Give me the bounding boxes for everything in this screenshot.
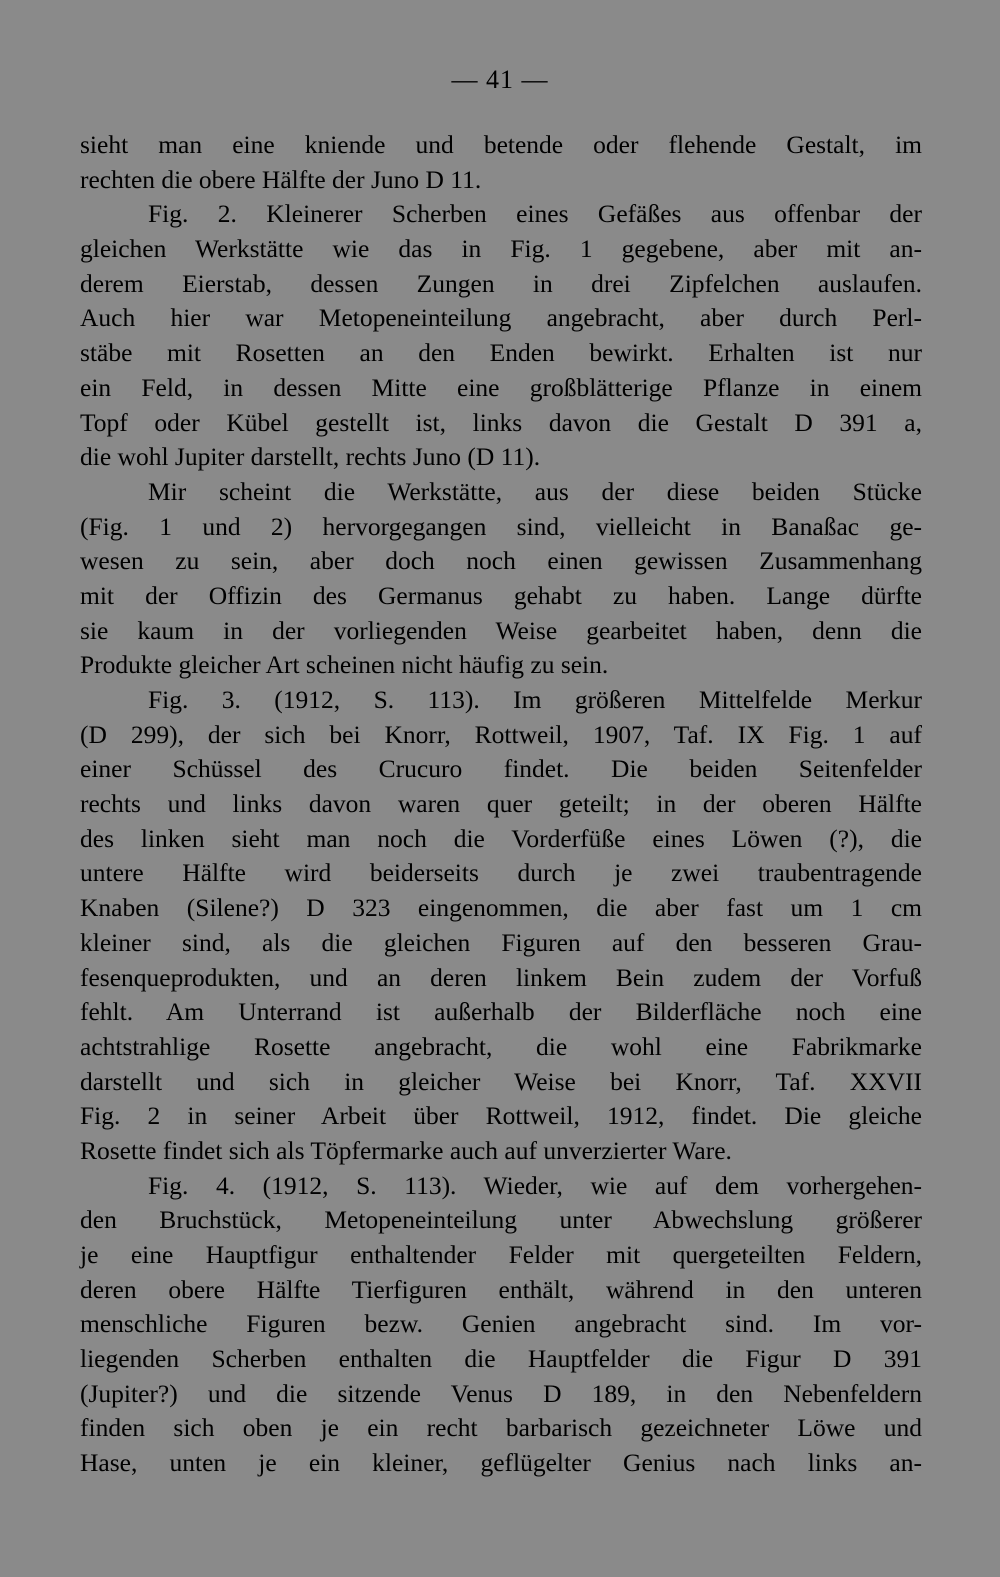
text-line: (Jupiter?) und die sitzende Venus D 189, in den Nebenfeldern — [80, 1378, 922, 1408]
text-line: einer Schüssel des Crucuro findet. Die beiden Seitenfelder — [80, 754, 922, 784]
text-line: rechts und links davon waren quer geteilt; in der oberen Hälfte — [80, 789, 922, 819]
text-line: fesenqueprodukten, und an deren linkem Bein zudem der Vorfuß — [80, 962, 922, 992]
text-line: Mir scheint die Werkstätte, aus der diese beiden Stücke — [148, 476, 922, 506]
text-line: deren obere Hälfte Tierfiguren enthält, während in den unteren — [80, 1274, 922, 1304]
page-number: — 41 — — [451, 65, 549, 94]
text-line: fehlt. Am Unterrand ist außerhalb der Bilderfläche noch eine — [80, 997, 922, 1027]
text-line: (Fig. 1 und 2) hervorgegangen sind, vielleicht in Banaßac ge- — [80, 511, 922, 541]
text-line: liegenden Scherben enthalten die Hauptfelder die Figur D 391 — [80, 1344, 922, 1374]
text-line: stäbe mit Rosetten an den Enden bewirkt. Erhalten ist nur — [80, 338, 922, 368]
text-line: ein Feld, in dessen Mitte eine großblätterige Pflanze in einem — [80, 372, 922, 402]
text-line: Knaben (Silene?) D 323 eingenommen, die aber fast um 1 cm — [80, 893, 922, 923]
text-line: achtstrahlige Rosette angebracht, die wohl eine Fabrikmarke — [80, 1031, 922, 1061]
text-line: sie kaum in der vorliegenden Weise gearbeitet haben, denn die — [80, 615, 922, 645]
text-line: Auch hier war Metopeneinteilung angebracht, aber durch Perl- — [80, 303, 922, 333]
text-line: mit der Offizin des Germanus gehabt zu haben. Lange dürfte — [80, 580, 922, 610]
text-line: menschliche Figuren bezw. Genien angebracht sind. Im vor- — [80, 1309, 922, 1339]
text-line: je eine Hauptfigur enthaltender Felder mit quergeteilten Feldern, — [80, 1240, 922, 1269]
text-line: derem Eierstab, dessen Zungen in drei Zipfelchen auslaufen. — [80, 268, 922, 298]
text-line: des linken sieht man noch die Vorderfüße eines Löwen (?), die — [80, 823, 922, 853]
text-line: wesen zu sein, aber doch noch einen gewissen Zusammenhang — [80, 546, 922, 576]
body-text — [80, 128, 922, 1481]
text-line: die wohl Jupiter darstellt, rechts Juno (D 11). — [80, 442, 541, 472]
text-line: Fig. 2 in seiner Arbeit über Rottweil, 1912, findet. Die gleiche — [80, 1101, 922, 1131]
text-line: Fig. 3. (1912, S. 113). Im größeren Mittelfelde Merkur — [148, 685, 922, 714]
text-line: finden sich oben je ein recht barbarisch gezeichneter Löwe und — [80, 1413, 922, 1443]
text-line: (D 299), der sich bei Knorr, Rottweil, 1907, Taf. IX Fig. 1 auf — [80, 719, 922, 749]
text-line: Fig. 2. Kleinerer Scherben eines Gefäßes aus offenbar der — [148, 199, 922, 229]
text-line: den Bruchstück, Metopeneinteilung unter Abwechslung größerer — [80, 1205, 922, 1235]
text-line: darstellt und sich in gleicher Weise bei Knorr, Taf. XXVII — [80, 1066, 922, 1096]
text-line: Fig. 4. (1912, S. 113). Wieder, wie auf dem vorhergehen- — [148, 1170, 922, 1200]
text-line: kleiner sind, als die gleichen Figuren auf den besseren Grau- — [80, 927, 922, 957]
text-line: sieht man eine kniende und betende oder flehende Gestalt, im — [80, 130, 922, 159]
text-line: Topf oder Kübel gestellt ist, links davon die Gestalt D 391 a, — [80, 407, 922, 437]
text-line: Rosette findet sich als Töpfermarke auch auf unverzierter Ware. — [80, 1135, 732, 1165]
text-line: Hase, unten je ein kleiner, geflügelter Genius nach links an- — [80, 1448, 922, 1478]
text-line: gleichen Werkstätte wie das in Fig. 1 gegebene, aber mit an- — [80, 234, 922, 264]
text-line: rechten die obere Hälfte der Juno D 11. — [80, 164, 482, 194]
text-line: Produkte gleicher Art scheinen nicht häufig zu sein. — [80, 650, 609, 680]
text-line: untere Hälfte wird beiderseits durch je zwei traubentragende — [80, 858, 922, 888]
